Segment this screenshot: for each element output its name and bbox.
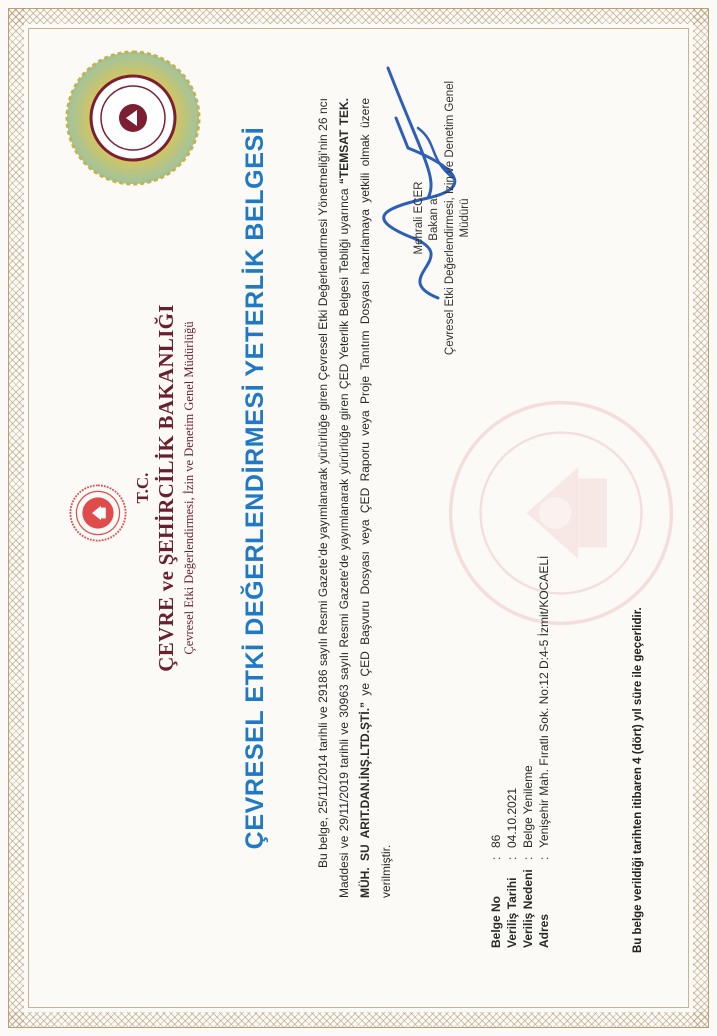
- info-value: 86: [489, 834, 503, 848]
- signatory-name: Mehrali ECER: [413, 181, 425, 255]
- signatory-title: Çevresel Etki Değerlendirmesi, İzin ve Denetim Genel Müdürü: [444, 80, 471, 356]
- ministry-seal-small-icon: [68, 483, 128, 543]
- info-row-verilis-tarihi: [504, 388, 520, 948]
- ministry-name: ÇEVRE ve ŞEHİRCİLİK BAKANLIĞI: [154, 304, 178, 672]
- info-value: Yenişehir Mah. Fıratlı Sok. No:12 D:4-5 İzmit/KOCAELİ: [537, 555, 551, 848]
- info-colon: :: [537, 856, 551, 860]
- info-colon: :: [489, 856, 503, 860]
- tc-heading: T.C.: [133, 472, 152, 504]
- info-row-belge-no: [488, 388, 504, 948]
- info-label: Veriliş Nedeni: [521, 869, 535, 948]
- certificate-info: [488, 388, 552, 948]
- validity-note: Bu belge verildiği tarihten itibaren 4 (dört) yıl süre ile geçerlidir.: [632, 607, 644, 953]
- info-colon: :: [521, 856, 535, 860]
- info-colon: :: [505, 856, 519, 860]
- body-part-2: ye ÇED Başvuru Dosyası veya ÇED Raporu veya Proje Tanıtım Dosyası hazırlamaya yetkili olmak üzere verilmiştir.: [358, 98, 393, 898]
- info-row-verilis-nedeni: [520, 388, 536, 948]
- body-part-1: Bu belge, 25/11/2014 tarihli ve 29186 sayılı Resmi Gazete’de yayımlanarak yürürlüğe giren Çevresel Etki Değerlendirmesi Yönetmeliği’nin 26 ncı Maddesi ve 29/11/2019 tarihli ve 30963 sayılı Resmi Gazete’de yayımlanarak yürürlüğe giren ÇED Yeterlik Belgesi Tebliği uyarınca: [316, 98, 351, 898]
- info-label: Adres: [537, 913, 551, 948]
- info-label: Veriliş Tarihi: [505, 877, 519, 948]
- directorate-name: Çevresel Etki Değerlendirmesi, İzin ve Denetim Genel Müdürlüğü: [182, 321, 196, 655]
- info-label: Belge No: [489, 895, 503, 948]
- company-name: “TEMSAT TEK. MÜH. SU ARIT.DAN.İNŞ.LTD.ŞTİ.”: [337, 98, 372, 898]
- rotated-certificate-content: [28, 28, 689, 1008]
- signatory-role: Bakan a.: [428, 195, 440, 241]
- gold-hologram-seal-icon: [63, 48, 203, 188]
- info-value: 04.10.2021: [505, 787, 519, 848]
- info-value: Belge Yenileme: [521, 765, 535, 848]
- certificate-title: ÇEVRESEL ETKİ DEĞERLENDİRMESİ YETERLİK BELGESİ: [241, 126, 269, 850]
- info-row-adres: [536, 388, 552, 948]
